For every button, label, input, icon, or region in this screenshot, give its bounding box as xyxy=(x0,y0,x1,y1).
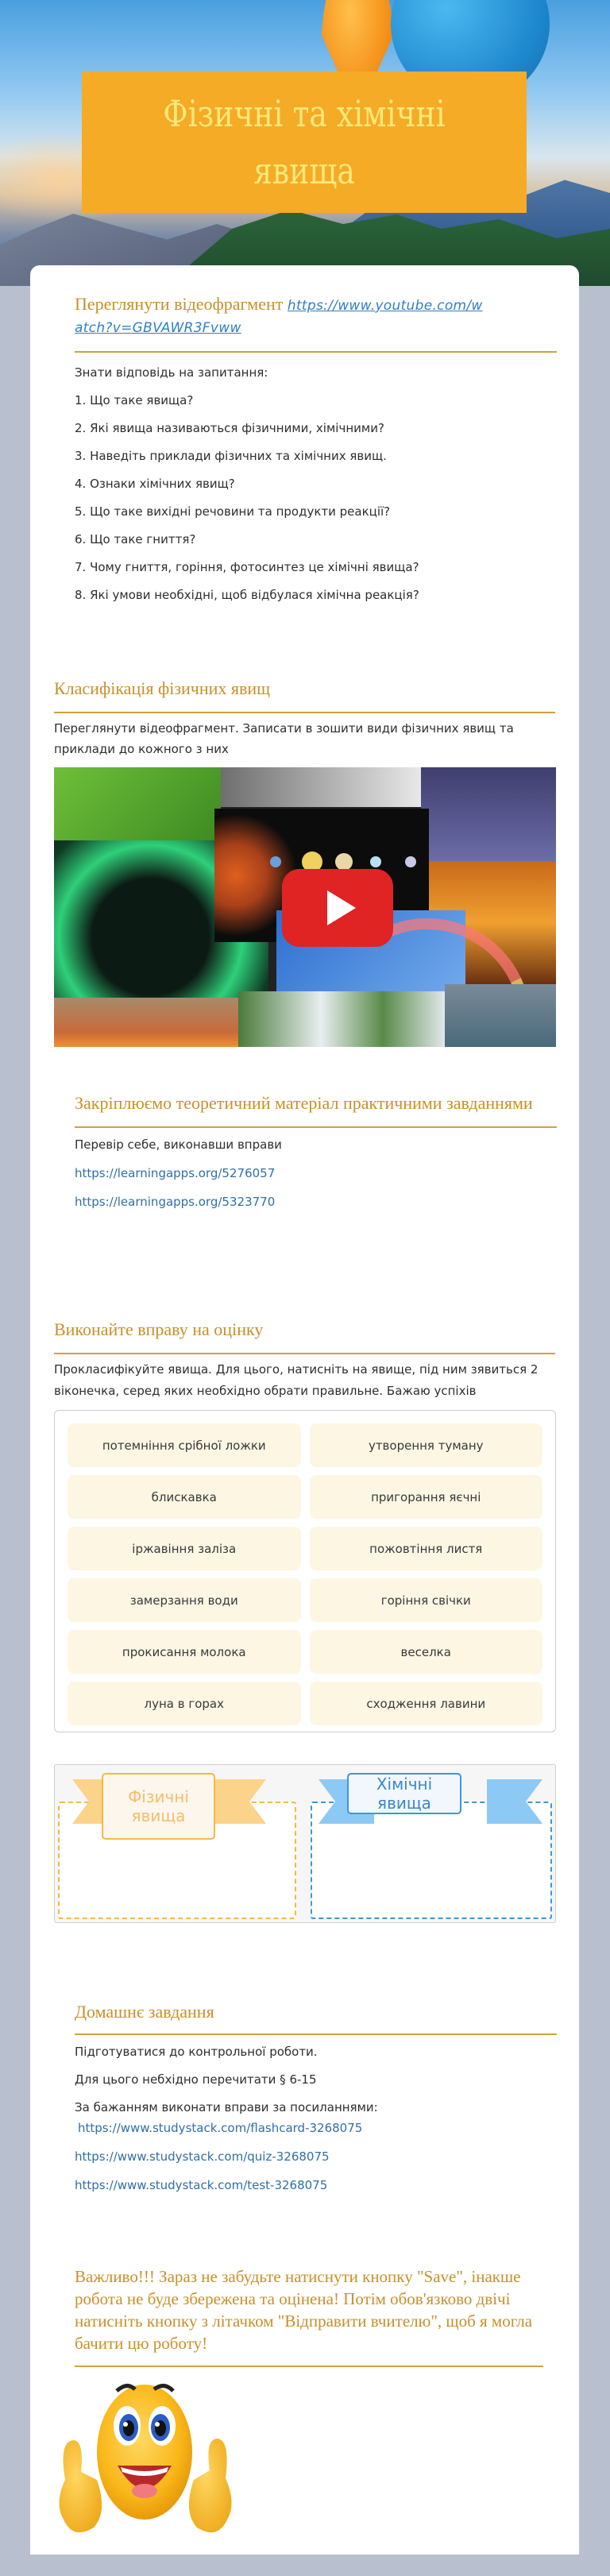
studystack-test-link[interactable]: https://www.studystack.com/test-3268075 xyxy=(75,2178,328,2192)
questions-intro: Знати відповідь на запитання: xyxy=(75,365,268,380)
section-heading: Виконайте вправу на оцінку xyxy=(54,1319,264,1339)
phenomenon-chip[interactable]: сходження лавини xyxy=(310,1682,543,1725)
title-box xyxy=(82,71,527,213)
question-item: 7. Чому гниття, горіння, фотосинтез це хімічні явища? xyxy=(75,560,419,574)
video-thumbnail-waterfall xyxy=(238,991,445,1047)
question-item: 1. Що таке явища? xyxy=(75,393,194,407)
learningapps-link-1[interactable]: https://learningapps.org/5276057 xyxy=(75,1166,276,1180)
question-item: 3. Наведіть приклади фізичних та хімічних явищ. xyxy=(75,449,387,463)
phenomenon-chip[interactable]: замерзання води xyxy=(68,1578,301,1622)
page-title: Фізичні та хімічні явища xyxy=(163,92,446,192)
phenomenon-chip[interactable]: утворення туману xyxy=(310,1423,543,1467)
phenomenon-chip[interactable]: іржавіння заліза xyxy=(68,1527,301,1570)
phenomenon-chip[interactable]: блискавка xyxy=(68,1475,301,1519)
youtube-play-icon[interactable] xyxy=(282,869,393,947)
video-thumbnail-snow xyxy=(221,767,421,807)
divider xyxy=(75,351,557,353)
bucket-label-chemical xyxy=(347,1773,461,1814)
bucket-label-text: Хімічні явища xyxy=(376,1775,433,1813)
studystack-quiz-link[interactable]: https://www.studystack.com/quiz-3268075 xyxy=(75,2149,330,2164)
phenomenon-chip[interactable]: пожовтіння листя xyxy=(310,1527,543,1570)
video-thumbnail-lightning xyxy=(421,767,556,861)
thumbs-up-smiley-image xyxy=(41,2377,280,2559)
section-video-questions xyxy=(30,294,579,616)
bucket-label-text: Фізичні явища xyxy=(128,1787,189,1825)
learningapps-link-2[interactable]: https://learningapps.org/5323770 xyxy=(75,1195,276,1209)
bucket-label-physical xyxy=(102,1773,215,1840)
phenomenon-chip[interactable]: горіння свічки xyxy=(310,1578,543,1622)
phenomenon-chip[interactable]: пригорання яєчні xyxy=(310,1475,543,1519)
divider xyxy=(75,2366,543,2367)
section-heading: Класифікація фізичних явищ xyxy=(54,678,271,698)
section-text: Перевір себе, виконавши вправи xyxy=(75,1137,282,1152)
phenomenon-chip[interactable]: потемніння срібної ложки xyxy=(68,1423,301,1467)
section-homework xyxy=(30,2002,579,2193)
divider xyxy=(75,1126,557,1128)
section-heading xyxy=(75,294,488,338)
video-embed[interactable] xyxy=(54,767,556,1047)
studystack-flashcard-link[interactable]: https://www.studystack.com/flashcard-3268075 xyxy=(78,2121,363,2135)
homework-line: За бажанням виконати вправи за посиланнями: xyxy=(75,2100,378,2114)
homework-line: Підготуватися до контрольної роботи. xyxy=(75,2045,318,2059)
section-heading: Закріплюємо теоретичний матеріал практичними завданнями xyxy=(75,1093,533,1113)
question-item: 8. Які умови необхідні, щоб відбулася хімічна реакція? xyxy=(75,588,419,602)
divider xyxy=(75,2033,557,2035)
video-thumbnail-sunset xyxy=(54,998,238,1047)
question-item: 5. Що таке вихідні речовини та продукти реакції? xyxy=(75,504,391,519)
phenomenon-chip[interactable]: веселка xyxy=(310,1630,543,1674)
hero-banner xyxy=(0,0,610,286)
classification-buckets xyxy=(54,1764,556,1923)
classification-exercise xyxy=(54,1410,556,1732)
heading-text: Переглянути відеофрагмент xyxy=(75,294,284,314)
video-thumbnail-storm xyxy=(445,984,556,1047)
thumbs-up-smiley-icon xyxy=(41,2377,280,2559)
important-note: Важливо!!! Зараз не забудьте натиснути кнопку "Save", інакше робота не буде збережена та оцінена! Потім обов'язково двічі натисніть кнопку з літачком "Відправити вчителю", щоб я могла бачити цю роботу! xyxy=(75,2267,533,2353)
divider xyxy=(54,1353,555,1354)
homework-line: Для цього небхідно перечитати § 6-15 xyxy=(75,2072,317,2087)
section-important xyxy=(30,2265,579,2559)
section-text: Прокласифікуйте явища. Для цього, натисніть на явище, під ним зявиться 2 віконечка, серед яких необхідно обрати правильне. Бажаю успіхів xyxy=(54,1362,539,1398)
phenomenon-chip[interactable]: прокисання молока xyxy=(68,1630,301,1674)
phenomenon-chip[interactable]: луна в горах xyxy=(68,1682,301,1725)
section-graded-exercise xyxy=(30,1319,579,1923)
video-thumbnail-leaf xyxy=(54,767,221,840)
section-practice xyxy=(30,1091,579,1210)
question-item: 2. Які явища називаються фізичними, хімічними? xyxy=(75,421,384,435)
divider xyxy=(54,712,555,713)
question-item: 6. Що таке гниття? xyxy=(75,532,196,546)
section-classification xyxy=(30,678,579,1047)
section-text: Переглянути відеофрагмент. Записати в зошити види фізичних явищ та приклади до кожного з них xyxy=(54,721,514,756)
content-card xyxy=(30,265,579,2555)
question-item: 4. Ознаки хімічних явищ? xyxy=(75,477,235,491)
youtube-link[interactable]: https://www.youtube.com/watch?v=GBVAWR3Fvww xyxy=(75,298,483,336)
section-heading: Домашнє завдання xyxy=(75,2002,214,2022)
